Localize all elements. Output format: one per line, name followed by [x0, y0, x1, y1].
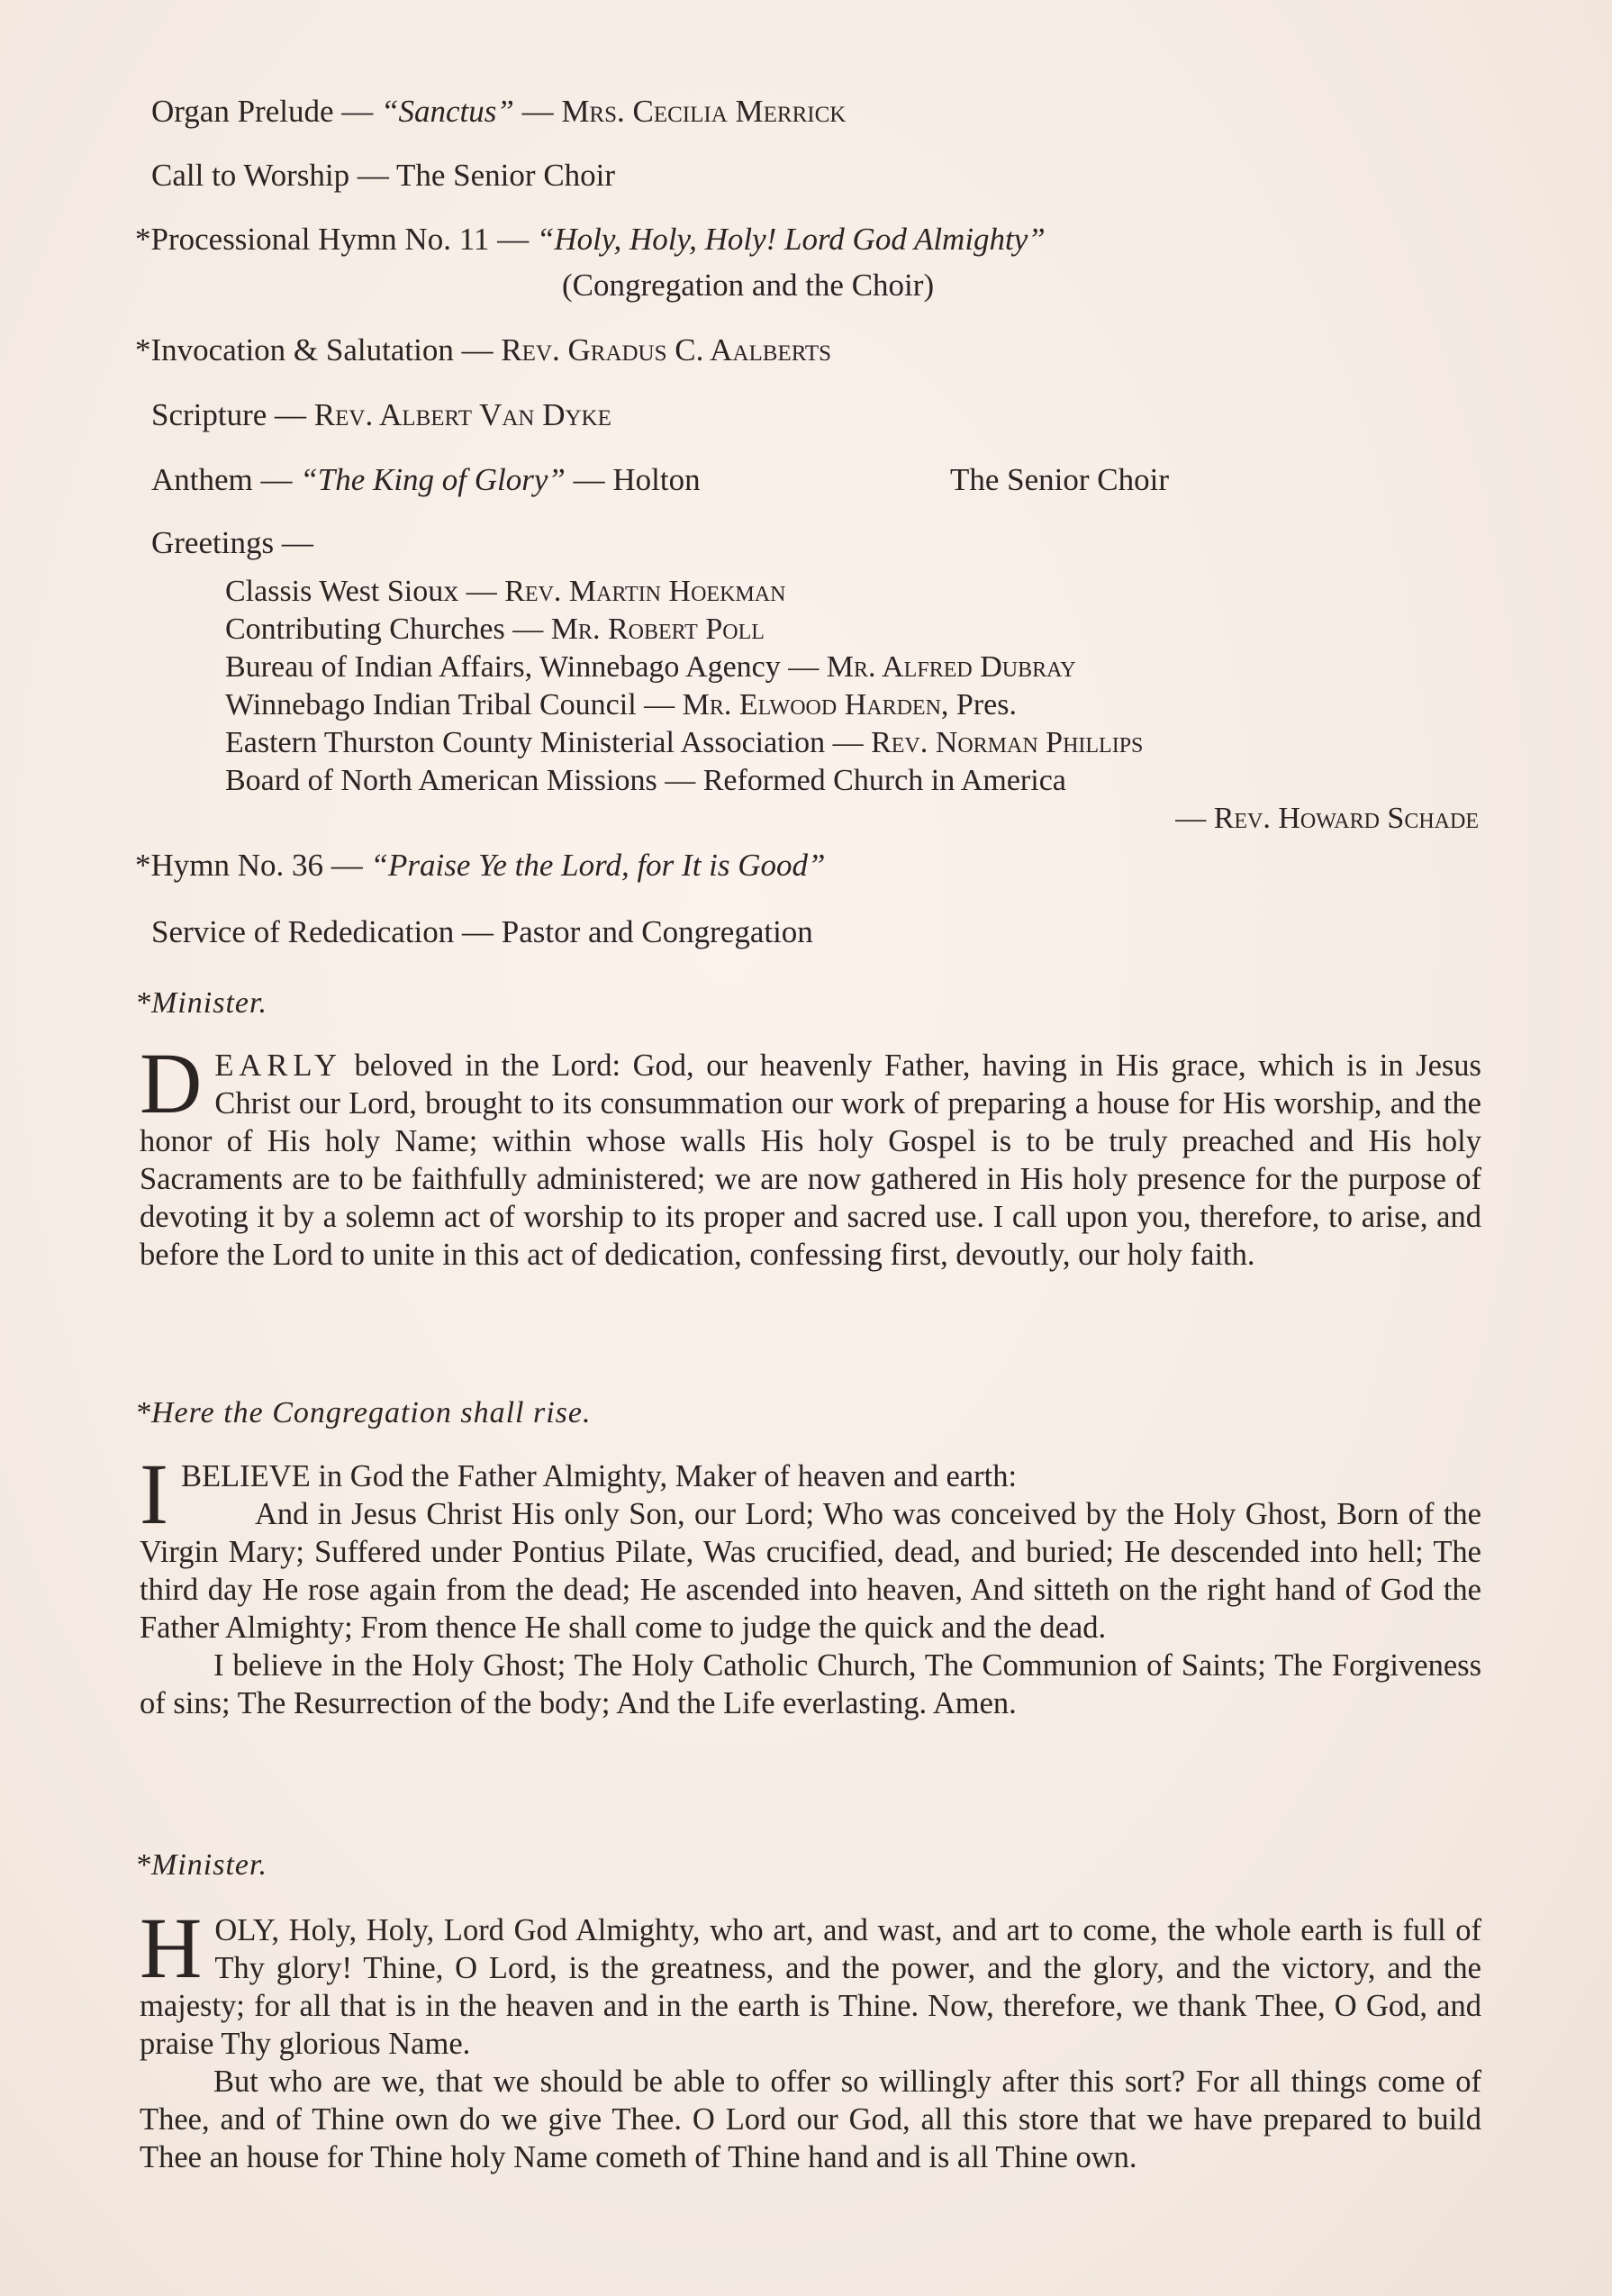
anthem-composer: — Holton — [565, 462, 701, 497]
greeting-org: Bureau of Indian Affairs, Winnebago Agency — — [225, 650, 827, 684]
invocation-line — [135, 331, 831, 369]
anthem-line — [151, 461, 701, 499]
drop-cap: I — [140, 1446, 168, 1542]
greeting-org: Eastern Thurston County Ministerial Association — — [225, 726, 872, 759]
scripture-line — [151, 396, 611, 434]
greeting-item — [225, 688, 1017, 722]
creed-text-2: And in Jesus Christ His only Son, our Lord; Who was conceived by the Holy Ghost, Born of the Virgin Mary; Suffered under Pontius Pilate, Was crucified, dead, and buried; He descended into hell; The third day He rose again from the dead; He ascended into heaven, And sitteth on the right hand of God the Father Almighty; From thence He shall come to judge the quick and the dead. — [140, 1497, 1481, 1645]
rededication-line — [151, 913, 813, 951]
processional-title: “Holy, Holy, Holy! Lord God Almighty” — [536, 222, 1046, 257]
greeting-item — [225, 575, 785, 609]
dedication-address — [140, 1035, 1481, 1274]
scripture-person: Rev. Albert Van Dyke — [313, 397, 611, 432]
processional-hymn-line — [135, 221, 1046, 259]
drop-cap: H — [140, 1900, 203, 1996]
greeting-person: Mr. Robert Poll — [550, 613, 765, 646]
praise-paragraph-2 — [140, 2063, 1481, 2176]
prelude-label: Organ Prelude — — [151, 94, 381, 129]
greeting-person: Rev. Martin Hoekman — [504, 575, 786, 608]
creed-line-1: in God the Father Almighty, Maker of heaven and earth: — [310, 1459, 1018, 1493]
creed-paragraph-3 — [140, 1647, 1481, 1722]
greeting-item — [225, 764, 1066, 798]
greeting-item — [225, 650, 1076, 685]
processional-label: *Processional Hymn No. 11 — — [135, 222, 537, 257]
praise-paragraph-1 — [140, 1900, 1481, 2063]
greeting-last-person — [1175, 802, 1479, 836]
greeting-person: Rev. Norman Phillips — [871, 726, 1144, 759]
greeting-person: Mr. Elwood Harden, — [682, 688, 949, 721]
processional-note — [562, 267, 934, 304]
prelude-person: Mrs. Cecilia Merrick — [561, 94, 847, 129]
dedication-paragraph — [140, 1035, 1481, 1274]
paragraph-text: Holy, Holy, Lord God Almighty, who art, and wast, and art to come, the whole earth is full of Thy glory! Thine, O Lord, is the greatness, and the power, and the glory, and the victory, and the majesty; for all that is in the heaven and in the earth is Thine. Now, therefore, we thank Thee, O God, and praise Thy glorious Name. — [140, 1913, 1481, 2061]
greeting-org: Winnebago Indian Tribal Council — — [225, 688, 683, 721]
organ-prelude-line — [151, 93, 846, 131]
lead-word: OLY, — [214, 1913, 279, 1947]
lead-word: EARLY — [214, 1048, 342, 1083]
hymn-36-title: “Praise Ye the Lord, for It is Good” — [370, 848, 826, 883]
processional-note-text: (Congregation and the Choir) — [562, 268, 935, 303]
invocation-person: Rev. Gradus C. Aalberts — [501, 332, 832, 368]
greeting-org: Classis West Sioux — — [225, 575, 505, 608]
call-to-worship-line — [151, 157, 615, 195]
call-to-worship-text: Call to Worship — The Senior Choir — [151, 158, 616, 193]
greeting-suffix: Pres. — [948, 688, 1017, 721]
creed-text-3: I believe in the Holy Ghost; The Holy Catholic Church, The Communion of Saints; The Forgiveness of sins; The Resurrection of the body; And the Life everlasting. Amen. — [140, 1648, 1481, 1720]
anthem-performer-text: The Senior Choir — [950, 462, 1170, 497]
anthem-performer — [950, 461, 1169, 499]
rubric-congregation-rise: *Here the Congregation shall rise. — [135, 1396, 592, 1429]
greeting-org: Board of North American Missions — Reformed Church in America — [225, 764, 1066, 797]
greeting-org: Contributing Churches — — [225, 613, 551, 646]
invocation-label: *Invocation & Salutation — — [135, 332, 502, 368]
creed-paragraph-2 — [140, 1495, 1481, 1647]
rededication-text: Service of Rededication — Pastor and Congregation — [151, 914, 813, 949]
paragraph-text: beloved in the Lord: God, our heavenly Father, having in His grace, which is in Jesus Christ our Lord, brought to its consummation our work of preparing a house for His worship, and the honor of His holy Name; within whose walls His holy Gospel is to be truly preached and His holy Sacraments are to be faithfully administered; we are now gathered in His holy presence for the purpose of devoting it by a solemn act of worship to its proper and sacred use. I call upon you, therefore, to arise, and before the Lord to unite in this act of dedication, confessing first, devoutly, our holy faith. — [140, 1048, 1481, 1272]
paragraph-text-2: But who are we, that we should be able to offer so willingly after this sort? For all things come of Thee, and of Thine own do we give Thee. O Lord our God, all this store that we have prepared to build Thee an house for Thine holy Name cometh of Thine hand and is all Thine own. — [140, 2065, 1481, 2174]
lead-word: BELIEVE — [180, 1459, 311, 1493]
anthem-title: “The King of Glory” — [300, 462, 566, 497]
hymn-36-label: *Hymn No. 36 — — [135, 848, 371, 883]
greetings-label-text: Greetings — — [151, 525, 313, 560]
greeting-last-person-text: — Rev. Howard Schade — [1175, 802, 1479, 835]
rubric-minister-2: *Minister. — [135, 1848, 267, 1882]
prelude-title: “Sanctus” — [381, 94, 514, 129]
creed-paragraph-1 — [140, 1446, 1481, 1542]
greeting-person: Mr. Alfred Dubray — [826, 650, 1076, 684]
apostles-creed — [140, 1446, 1481, 1722]
drop-cap: D — [140, 1035, 203, 1131]
praise-prayer — [140, 1900, 1481, 2176]
greetings-label — [151, 524, 313, 562]
hymn-36-line — [135, 847, 826, 885]
scripture-label: Scripture — — [151, 397, 314, 432]
greeting-item — [225, 726, 1143, 760]
greeting-item — [225, 613, 765, 647]
anthem-label: Anthem — — [151, 462, 301, 497]
rubric-minister: *Minister. — [135, 986, 267, 1020]
prelude-sep: — — [513, 94, 562, 129]
